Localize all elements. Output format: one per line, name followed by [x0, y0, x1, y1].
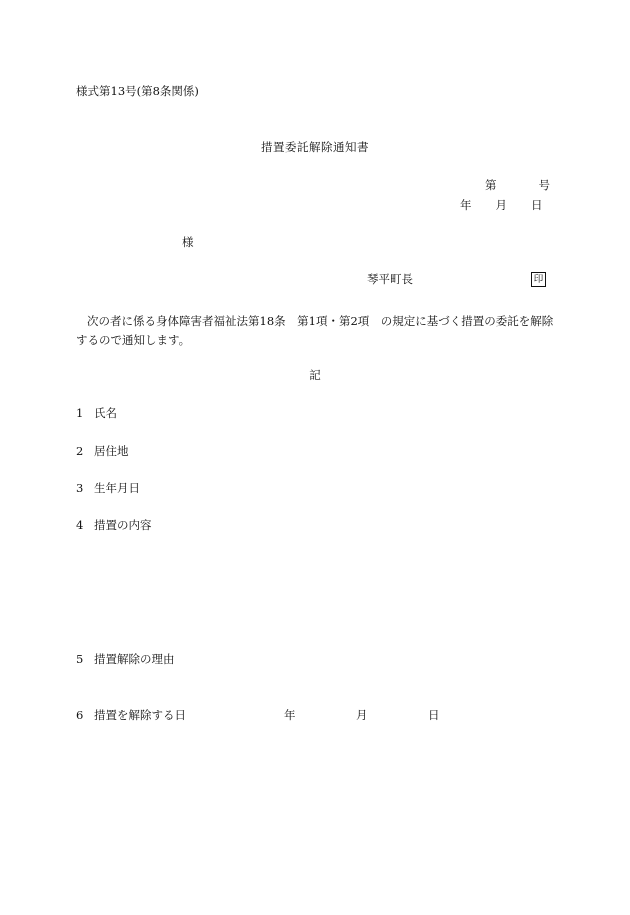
item-name [76, 408, 117, 420]
item-number: 3 [76, 481, 84, 495]
form-number: 様式第13号(第8条関係) [76, 84, 199, 98]
item-label: 措置解除の理由 [94, 652, 175, 666]
item-cancellation-date [76, 710, 186, 722]
item-number: 5 [76, 652, 84, 666]
item-birthdate [76, 483, 140, 495]
item-label: 措置の内容 [94, 518, 152, 532]
item-cancellation-reason [76, 654, 175, 666]
item-number: 2 [76, 444, 84, 458]
item-residence [76, 446, 129, 458]
item-number: 4 [76, 518, 84, 532]
item-number: 6 [76, 708, 84, 722]
addressee-suffix: 様 [182, 235, 194, 249]
document-number-line [485, 180, 550, 192]
item-measure-content [76, 520, 152, 532]
number-suffix: 号 [538, 178, 550, 192]
item-label: 氏名 [94, 406, 117, 420]
issuer-name: 琴平町長 [367, 272, 413, 286]
item-number: 1 [76, 406, 84, 420]
document-title: 措置委託解除通知書 [261, 140, 369, 154]
cancellation-date-day: 日 [428, 708, 440, 722]
item-label: 居住地 [94, 444, 129, 458]
seal-stamp: 印 [531, 272, 546, 287]
notice-body-text: 次の者に係る身体障害者福祉法第18条 第1項・第2項 の規定に基づく措置の委託を解除するので通知します。 [76, 314, 554, 347]
issue-date-line [460, 200, 543, 212]
issue-date-year: 年 [460, 198, 472, 212]
issue-date-month: 月 [495, 198, 507, 212]
cancellation-date-year: 年 [284, 708, 296, 722]
number-prefix: 第 [485, 178, 497, 192]
cancellation-date-month: 月 [356, 708, 368, 722]
ki-heading: 記 [309, 368, 321, 382]
issue-date-day: 日 [531, 198, 543, 212]
item-label: 生年月日 [94, 481, 140, 495]
item-label: 措置を解除する日 [94, 708, 186, 722]
